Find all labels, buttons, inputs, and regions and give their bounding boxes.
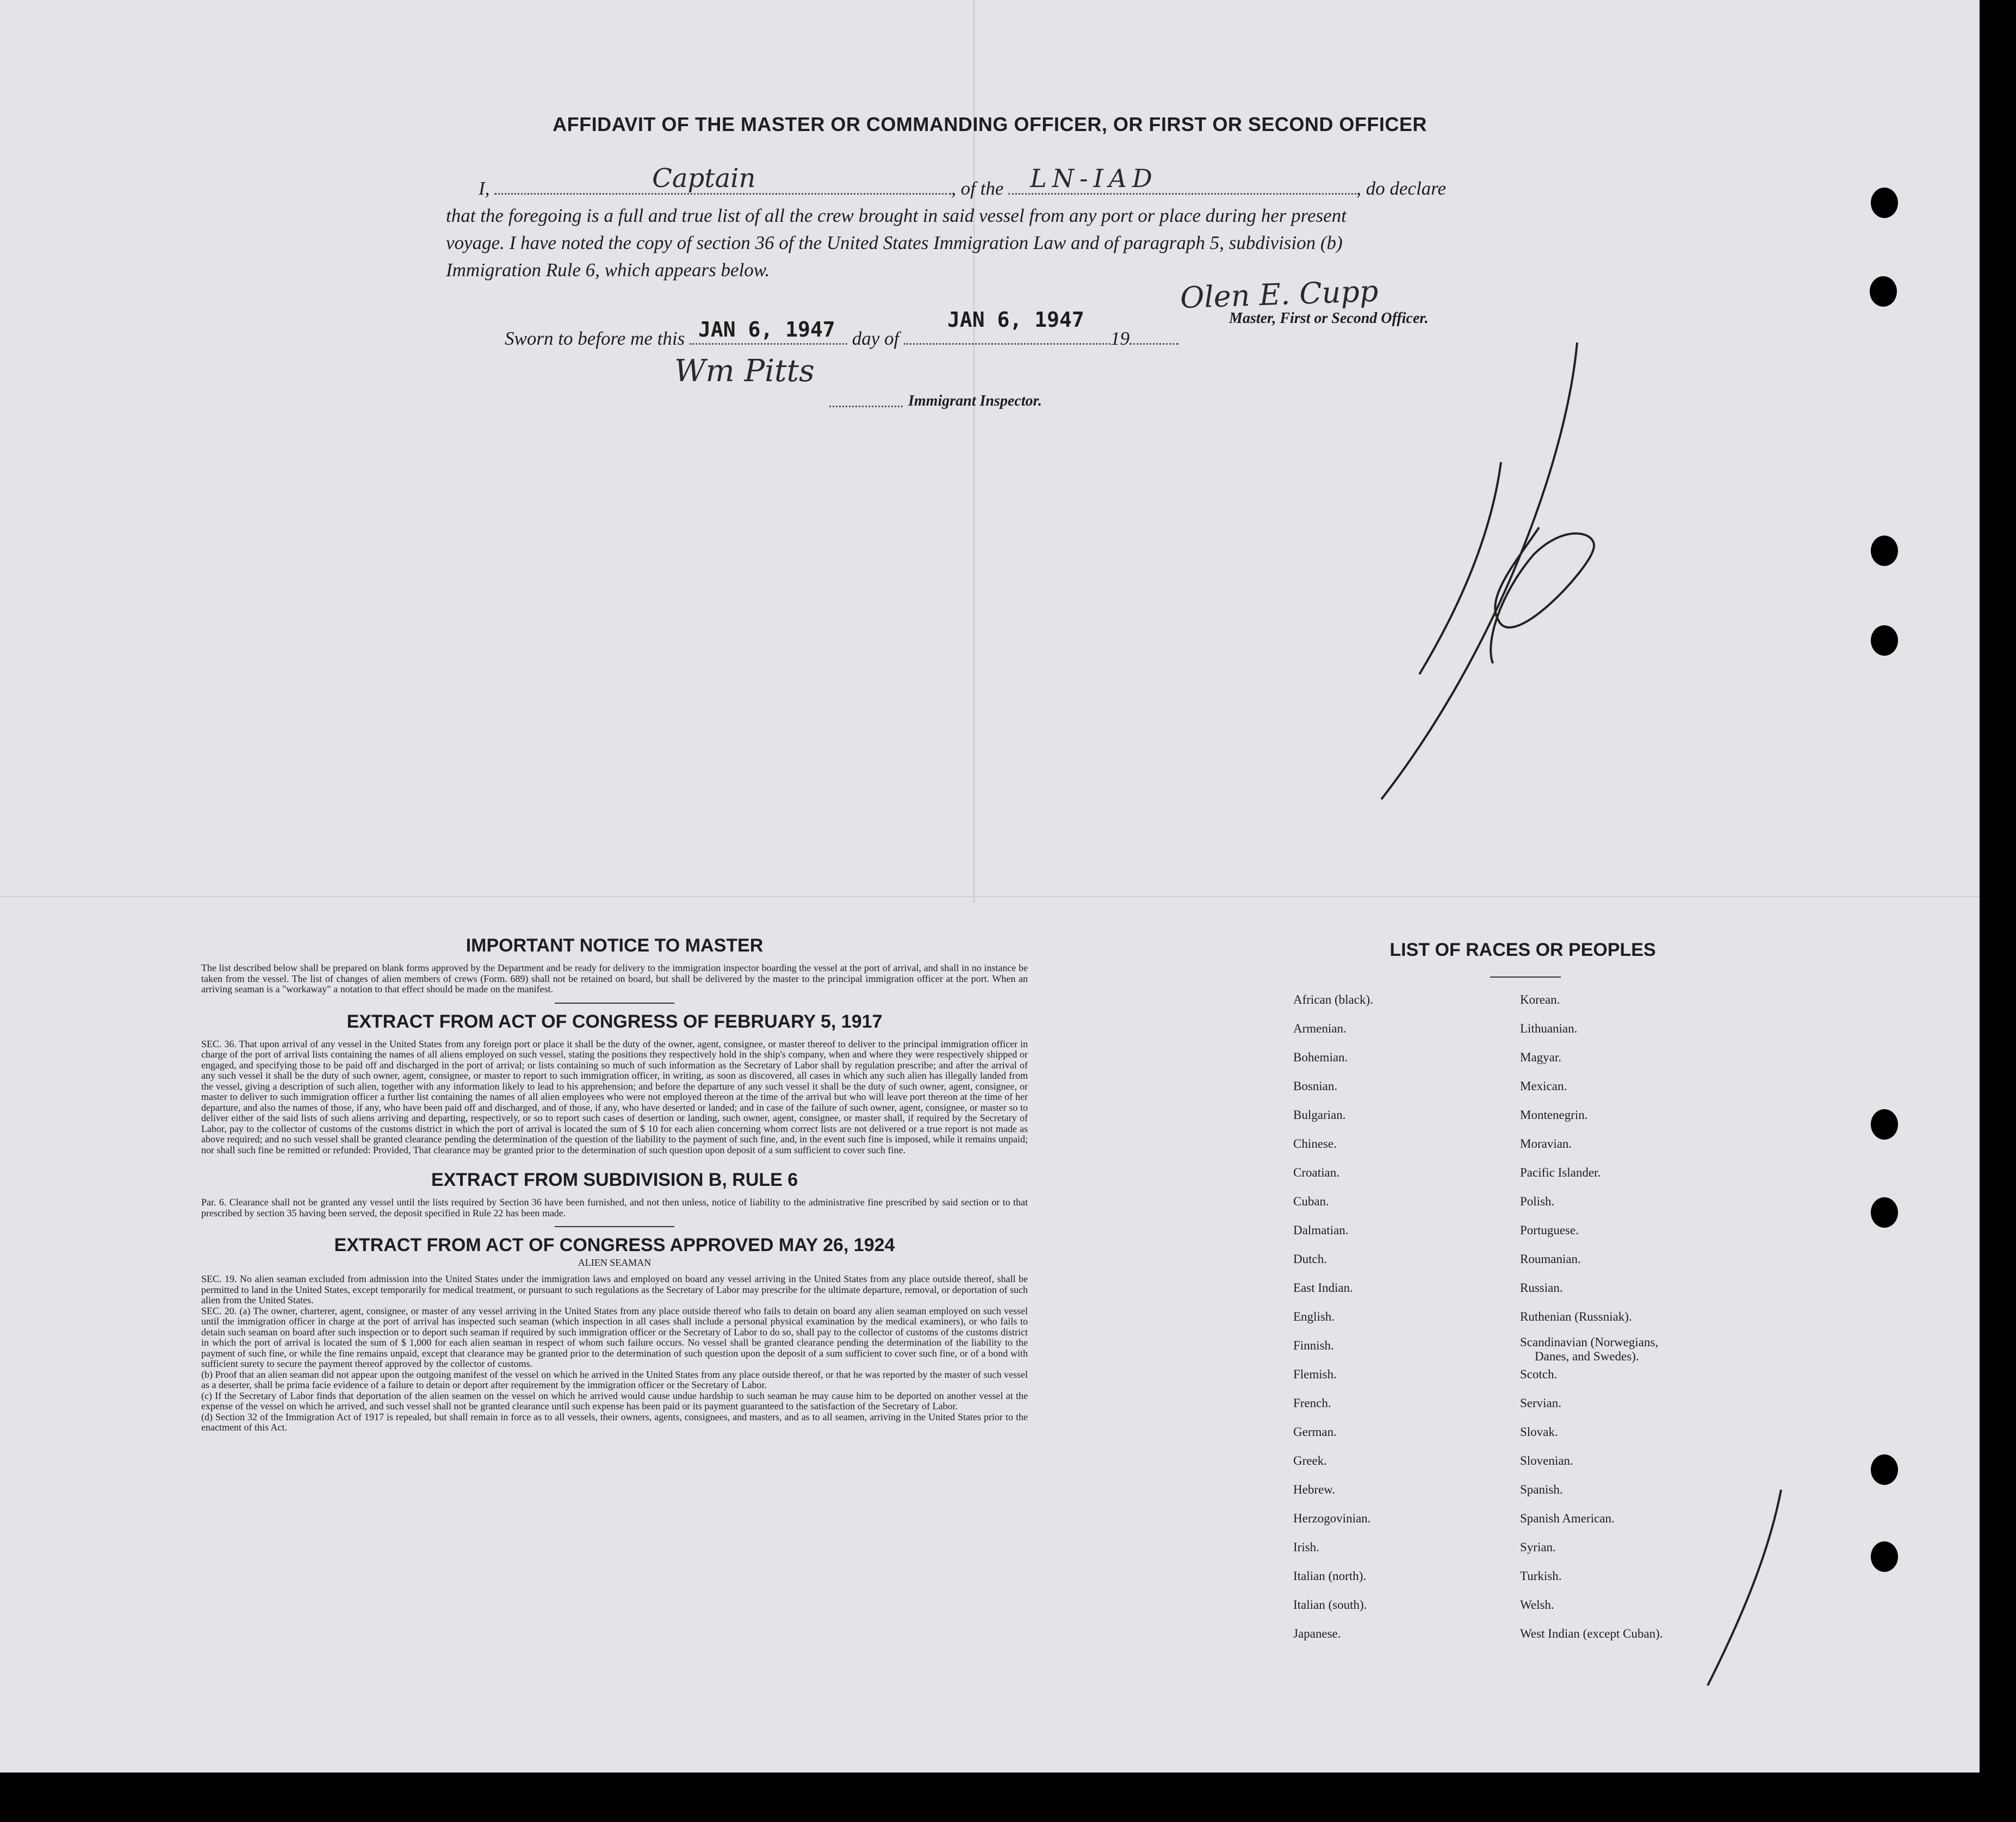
of-the-text: , of the xyxy=(951,178,1004,199)
race-right-item: Welsh. xyxy=(1520,1598,1554,1612)
sec20d-body: (d) Section 32 of the Immigration Act of 1917 is repealed, but shall remain in force as to all vessels, their owners, agents, consignees, and masters, and as to all seamen, arriving in the United States prior to the enactment of this Act. xyxy=(201,1411,1028,1433)
punch-hole xyxy=(1871,536,1898,566)
race-right-item: Moravian. xyxy=(1520,1137,1572,1151)
race-right-item: Scandinavian (Norwegians, xyxy=(1520,1335,1659,1349)
race-left-item: Bulgarian. xyxy=(1293,1108,1346,1122)
vessel-field xyxy=(1008,164,1356,195)
date-stamp-2: JAN 6, 1947 xyxy=(947,308,1084,332)
races-title: LIST OF RACES OR PEOPLES xyxy=(1390,940,1656,960)
affidavit-line-3: voyage. I have noted the copy of section 36 of the United States Immigration Law and of paragraph 5, subdivision (b) xyxy=(446,232,1343,253)
race-left-item: German. xyxy=(1293,1425,1337,1439)
race-right-item: Portuguese. xyxy=(1520,1223,1579,1237)
handwritten-vessel: LN-IAD xyxy=(1030,164,1158,193)
master-signature: Olen E. Cupp xyxy=(1180,273,1379,315)
race-left-item: French. xyxy=(1293,1396,1331,1410)
race-right-item: Mexican. xyxy=(1520,1079,1567,1093)
race-right-item: Korean. xyxy=(1520,993,1560,1006)
extract-1924-subtitle: ALIEN SEAMAN xyxy=(578,1257,652,1268)
race-right-item: Scotch. xyxy=(1520,1367,1558,1381)
race-left-item: Italian (south). xyxy=(1293,1598,1367,1612)
extract-1924-title: EXTRACT FROM ACT OF CONGRESS APPROVED MAY 26, 1924 xyxy=(334,1235,895,1255)
affidavit-line-4: Immigration Rule 6, which appears below. xyxy=(446,259,770,281)
race-left-item: English. xyxy=(1293,1310,1335,1323)
sworn-day-of: day of xyxy=(852,328,900,349)
divider xyxy=(555,1226,674,1227)
sworn-line xyxy=(505,308,1266,352)
punch-hole xyxy=(1871,1197,1898,1228)
sworn-prefix: Sworn to before me this xyxy=(505,328,685,349)
race-left-item: Irish. xyxy=(1293,1540,1319,1554)
punch-hole xyxy=(1871,625,1898,656)
race-left-item: Bohemian. xyxy=(1293,1050,1348,1064)
races-divider xyxy=(1490,977,1561,978)
race-right-item: West Indian (except Cuban). xyxy=(1520,1627,1663,1640)
extract-1917-title: EXTRACT FROM ACT OF CONGRESS OF FEBRUARY 5, 1917 xyxy=(346,1011,883,1032)
affidavit-line-2: that the foregoing is a full and true list of all the crew brought in said vessel from any port or place during her present xyxy=(446,205,1347,226)
race-left-item: Cuban. xyxy=(1293,1195,1329,1208)
extract-1917-body: SEC. 36. That upon arrival of any vessel in the United States from any foreign port or place it shall be the duty of the owner, agent, consignee, or master thereof to deliver to the principal immigration officer in charge of the port of arrival lists containing the names of all aliens employed on such vessel, stating the positions they respectively hold in the ship's company, when and where they were respectively shipped or engaged, and specifying those to be paid off and discharged in the port of arrival; or lists containing so much of such information as the Secretary of Labor shall by regulation prescribe; and after the arrival of any such vessel it shall be the duty of such owner, agent, consignee, or master to report to such immigration officer, in writing, as soon as discovered, all cases in which any such alien has illegally landed from the vessel, giving a description of such alien, together with any information likely to lead to his apprehension; and before the departure of any such vessel it shall be the duty of such owner, agent, consignee, or master to deliver to such immigration officer a further list containing the names of all alien employees who were not employed thereon at the time of the arrival but who will leave port thereon at the time of her departure, and also the names of those, if any, who have been paid off and discharged, and of those, if any, who have deserted or landed; and in case of the failure of such owner, agent, consignee, or master so to deliver either of the said lists of such aliens arriving and departing, respectively, or so to report such cases of desertion or landing, such owner, agent, consignee, or master shall, if required by the Secretary of Labor, pay to the collector of customs of the customs district in which the port of arrival is located the sum of $ 10 for each alien concerning whom correct lists are not delivered or a true report is not made as above required; and no such vessel shall be granted clearance pending the determination of the question of the liability to the payment of such fine, and, in the event such fine is imposed, while it remains unpaid; nor shall such fine be remitted or refunded: Provided, That clearance may be granted prior to the determination of such question upon deposit of a sum sufficient to cover such fine. xyxy=(201,1038,1028,1155)
race-left-item: Herzogovinian. xyxy=(1293,1512,1371,1525)
race-right-item: Spanish. xyxy=(1520,1483,1563,1496)
rule6-title: EXTRACT FROM SUBDIVISION B, RULE 6 xyxy=(431,1170,798,1190)
margin-note-mark xyxy=(1360,326,1632,816)
sec20a-body: SEC. 20. (a) The owner, charterer, agent, consignee, or master of any vessel arriving in the United States from any place outside thereof who fails to detain on board any alien seaman employed on such vessel until the immigration officer in charge at the port of arrival has inspected such seaman (which inspection in all cases shall include a personal physical examination by the medical examiners), or who fails to detain such seaman on board after such inspection or to deport such seaman if required by such immigration officer or the Secretary of Labor to do so, shall pay to the collector of customs of the customs district in which the port of arrival is located the sum of $ 1,000 for each alien seaman in respect of whom such failure occurs. No vessel shall be granted clearance pending the determination of the liability to the payment of such fine, or while the fine remains unpaid, except that clearance may be granted prior to the determination of such question upon the deposit of a sum sufficient to cover such fine, or of a bond with sufficient surety to secure the payment thereof approved by the collector of customs. xyxy=(201,1305,1028,1369)
inspector-label: Immigrant Inspector. xyxy=(908,393,1042,409)
inspector-field xyxy=(829,406,903,407)
race-left-item: East Indian. xyxy=(1293,1281,1353,1295)
divider xyxy=(555,1003,674,1004)
rule6-body: Par. 6. Clearance shall not be granted any vessel until the lists required by Section 36 have been furnished, and not then unless, notice of liability to the administrative fine prescribed by said section or to that prescribed by section 35 having been served, the deposit specified in Rule 22 has been made. xyxy=(201,1197,1028,1218)
race-left-item: Croatian. xyxy=(1293,1166,1339,1179)
race-right-item: Slovak. xyxy=(1520,1425,1558,1439)
date-stamp-1: JAN 6, 1947 xyxy=(698,318,835,341)
sec20b-body: (b) Proof that an alien seaman did not appear upon the outgoing manifest of the vessel on which he arrived in the United States from any place outside thereof, or that he was reported by the master of such vessel as a deserter, shall be prima facie evidence of a failure to detain or deport after requirement by the immigration officer or the Secretary of Labor. xyxy=(201,1369,1028,1390)
race-right-item: Montenegrin. xyxy=(1520,1108,1588,1122)
race-left-item: Hebrew. xyxy=(1293,1483,1336,1496)
race-right-item: Polish. xyxy=(1520,1195,1555,1208)
race-right-item: Danes, and Swedes). xyxy=(1535,1350,1639,1363)
race-left-item: African (black). xyxy=(1293,993,1373,1006)
race-right-item: Russian. xyxy=(1520,1281,1563,1295)
name-field xyxy=(494,163,951,195)
race-right-item: Roumanian. xyxy=(1520,1252,1581,1266)
race-left-item: Italian (north). xyxy=(1293,1569,1367,1583)
affidavit-declaration-line xyxy=(446,163,1512,202)
race-right-item: Spanish American. xyxy=(1520,1512,1615,1525)
notice-title: IMPORTANT NOTICE TO MASTER xyxy=(466,935,764,956)
sworn-year-prefix: 19 xyxy=(1110,328,1130,349)
notice-column xyxy=(201,935,1028,1433)
handwritten-name: Captain xyxy=(652,163,756,194)
race-left-item: Dutch. xyxy=(1293,1252,1327,1266)
race-left-item: Armenian. xyxy=(1293,1022,1347,1035)
race-left-item: Finnish. xyxy=(1293,1339,1334,1352)
master-label: Master, First or Second Officer. xyxy=(1229,310,1429,327)
race-right-item: Pacific Islander. xyxy=(1520,1166,1601,1179)
sec19-body: SEC. 19. No alien seaman excluded from admission into the United States under the immigration laws and employed on board any vessel arriving in the United States from any place outside thereof, shall be permitted to land in the United States, except temporarily for medical treatment, or pursuant to such regulations as the Secretary of Labor may prescribe for the ultimate departure, removal, or deportation of such alien from the United States. xyxy=(201,1273,1028,1305)
punch-hole xyxy=(1870,276,1897,307)
punch-hole xyxy=(1871,1541,1898,1572)
race-left-item: Flemish. xyxy=(1293,1367,1337,1381)
race-right-item: Turkish. xyxy=(1520,1569,1562,1583)
sworn-day-field xyxy=(690,318,847,345)
race-left-item: Bosnian. xyxy=(1293,1079,1338,1093)
race-right-item: Magyar. xyxy=(1520,1050,1562,1064)
race-right-item: Ruthenian (Russniak). xyxy=(1520,1310,1632,1323)
race-right-item: Lithuanian. xyxy=(1520,1022,1578,1035)
do-declare-text: , do declare xyxy=(1356,178,1447,199)
race-left-item: Chinese. xyxy=(1293,1137,1337,1151)
fold-line-horizontal xyxy=(0,896,1980,897)
race-left-item: Japanese. xyxy=(1293,1627,1341,1640)
race-right-item: Servian. xyxy=(1520,1396,1562,1410)
punch-hole xyxy=(1871,1109,1898,1140)
race-left-item: Greek. xyxy=(1293,1454,1327,1467)
affidavit-i: I, xyxy=(479,178,490,199)
inspector-signature: Wm Pitts xyxy=(674,353,815,389)
tick-mark xyxy=(1686,1479,1806,1696)
race-right-item: Syrian. xyxy=(1520,1540,1556,1554)
sworn-month-field xyxy=(904,308,1111,345)
sec20c-body: (c) If the Secretary of Labor finds that deportation of the alien seamen on the vessel on which he arrived would cause undue hardship to such seaman he may cause him to be deported on another vessel at the expense of the vessel on which he arrived, and such vessel shall not be granted clearance until such expense has been paid or its payment guaranteed to the satisfaction of the Secretary of Labor. xyxy=(201,1390,1028,1411)
punch-hole xyxy=(1871,1454,1898,1485)
race-right-item: Slovenian. xyxy=(1520,1454,1573,1467)
race-left-item: Dalmatian. xyxy=(1293,1223,1349,1237)
margin-note xyxy=(1414,435,1421,441)
sworn-year-field xyxy=(1130,343,1178,345)
punch-hole xyxy=(1871,188,1898,218)
notice-body: The list described below shall be prepared on blank forms approved by the Department and be ready for delivery to the immigration inspector boarding the vessel at the port of arrival, and shall in no instance be taken from the vessel. The list of changes of alien members of crews (Form. 689) shall not be retained on board, but shall be delivered by the master to the principal immigration officer at the port. When an arriving seaman is a "workaway" a notation to that effect should be made on the manifest. xyxy=(201,962,1028,994)
affidavit-title: AFFIDAVIT OF THE MASTER OR COMMANDING OFFICER, OR FIRST OR SECOND OFFICER xyxy=(553,113,1427,135)
